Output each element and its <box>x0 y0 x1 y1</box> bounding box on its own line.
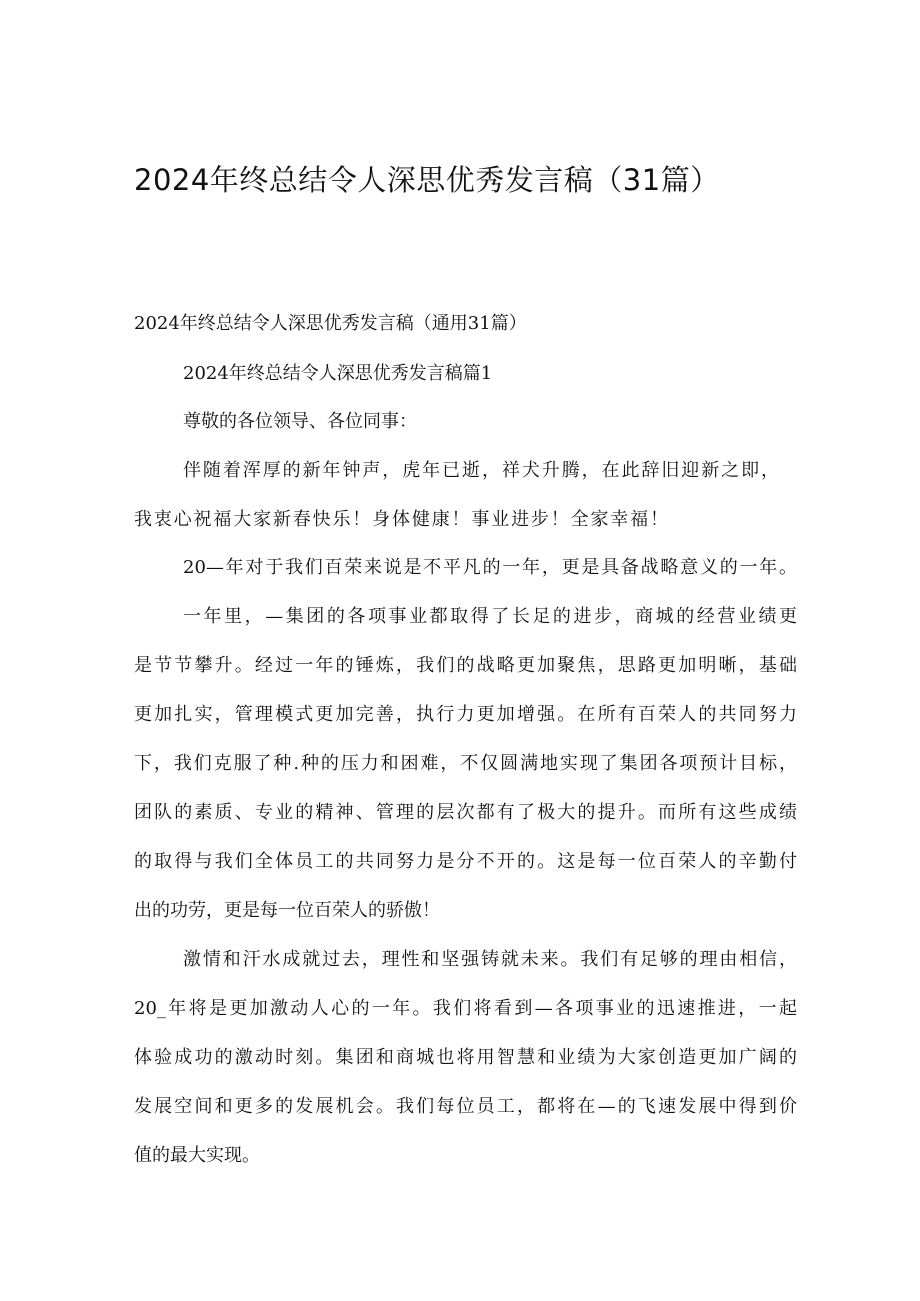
paragraph-line: 20—年对于我们百荣来说是不平凡的一年，更是具备战略意义的一年。 <box>183 557 797 578</box>
paragraph-line: 我衷心祝福大家新春快乐！身体健康！事业进步！全家幸福！ <box>134 509 668 530</box>
section-heading: 2024年终总结令人深思优秀发言稿篇1 <box>183 363 493 384</box>
paragraph-line: 是节节攀升。经过一年的锤炼，我们的战略更加聚焦，思路更加明晰，基础 <box>134 655 797 676</box>
document-title: 2024年终总结令人深思优秀发言稿（31篇） <box>134 163 720 197</box>
paragraph-line: 体验成功的激动时刻。集团和商城也将用智慧和业绩为大家创造更加广阔的 <box>134 1047 797 1068</box>
paragraph-line: 激情和汗水成就过去，理性和坚强铸就未来。我们有足够的理由相信， <box>183 949 797 970</box>
paragraph-line: 发展空间和更多的发展机会。我们每位员工，都将在—的飞速发展中得到价 <box>134 1096 797 1117</box>
salutation: 尊敬的各位领导、各位同事： <box>183 411 417 432</box>
paragraph-line: 伴随着浑厚的新年钟声，虎年已逝，祥犬升腾，在此辞旧迎新之即， <box>183 460 779 481</box>
paragraph-line: 出的功劳，更是每一位百荣人的骄傲！ <box>134 900 440 921</box>
paragraph-line: 的取得与我们全体员工的共同努力是分不开的。这是每一位百荣人的辛勤付 <box>134 851 797 872</box>
paragraph-line: 团队的素质、专业的精神、管理的层次都有了极大的提升。而所有这些成绩 <box>134 802 797 823</box>
document-subtitle: 2024年终总结令人深思优秀发言稿（通用31篇） <box>134 313 527 334</box>
paragraph-line: 一年里，—集团的各项事业都取得了长足的进步，商城的经营业绩更 <box>183 606 797 627</box>
paragraph-line: 值的最大实现。 <box>134 1145 260 1166</box>
paragraph-line: 更加扎实，管理模式更加完善，执行力更加增强。在所有百荣人的共同努力 <box>134 704 797 725</box>
paragraph-line: 20_年将是更加激动人心的一年。我们将看到—各项事业的迅速推进，一起 <box>134 998 797 1019</box>
paragraph-line: 下，我们克服了种.种的压力和困难，不仅圆满地实现了集团各项预计目标， <box>134 753 797 774</box>
